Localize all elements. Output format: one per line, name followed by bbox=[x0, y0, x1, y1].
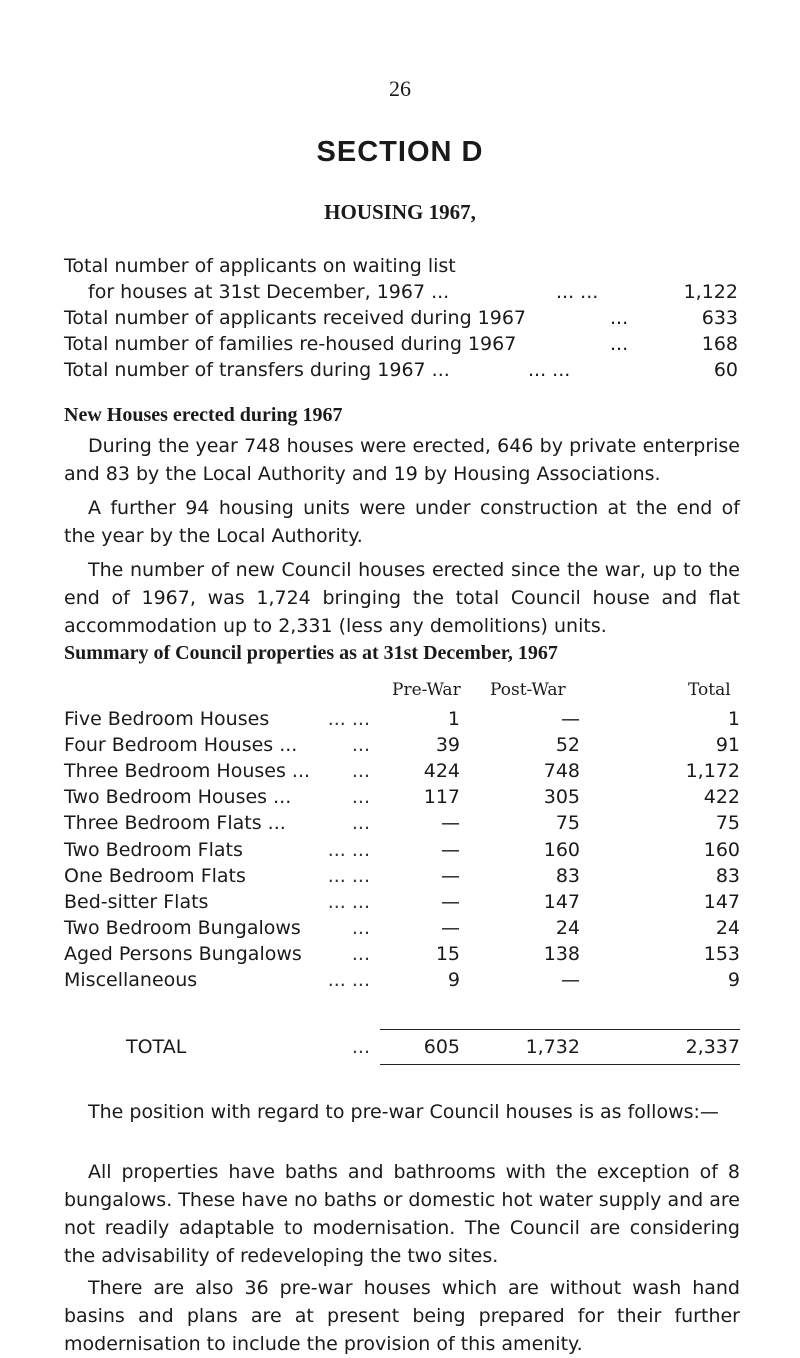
row-post-war: 138 bbox=[543, 943, 580, 965]
closing-paragraph: There are also 36 pre-war houses which are without wash hand basins and plans are at present being prepared for their further modernisation to include the provision of this amenity. bbox=[64, 1277, 740, 1355]
row-dots: ... ... bbox=[327, 969, 370, 991]
total-total: 2,337 bbox=[685, 1036, 740, 1058]
row-post-war: 160 bbox=[543, 839, 580, 861]
row-total: 83 bbox=[715, 865, 740, 887]
column-header-total: Total bbox=[688, 680, 731, 700]
row-pre-war: — bbox=[441, 812, 460, 834]
stat-label: Total number of applicants on waiting list bbox=[64, 255, 456, 277]
row-label: Two Bedroom Houses ... bbox=[64, 786, 292, 808]
row-post-war: 83 bbox=[555, 865, 580, 887]
row-dots: ... bbox=[351, 760, 370, 782]
row-total: 147 bbox=[703, 891, 740, 913]
row-label: One Bedroom Flats bbox=[64, 865, 246, 887]
row-post-war: 24 bbox=[555, 917, 580, 939]
row-total: 24 bbox=[715, 917, 740, 939]
stat-dots: ... bbox=[610, 333, 629, 355]
stat-label: Total number of applicants received during 1967 bbox=[64, 307, 527, 329]
row-dots: ... ... bbox=[327, 865, 370, 887]
row-pre-war: — bbox=[441, 839, 460, 861]
stat-label: Total number of transfers during 1967 ... bbox=[64, 359, 450, 381]
row-label: Aged Persons Bungalows bbox=[64, 943, 302, 965]
row-pre-war: 424 bbox=[423, 760, 460, 782]
row-pre-war: 39 bbox=[435, 734, 460, 756]
row-pre-war: 9 bbox=[447, 969, 460, 991]
new-houses-paragraph: During the year 748 houses were erected, 646 by private enterprise and 83 by the Local Authority and 19 by Housing Associations. bbox=[64, 435, 740, 485]
closing-paragraph: All properties have baths and bathrooms with the exception of 8 bungalows. These have no baths or domestic hot water supply and are not readily adaptable to modernisation. The Council are considering the advisability of redeveloping the two sites. bbox=[64, 1161, 740, 1267]
row-label: Bed-sitter Flats bbox=[64, 891, 209, 913]
total-post-war: 1,732 bbox=[525, 1036, 580, 1058]
row-label: Two Bedroom Flats bbox=[64, 839, 243, 861]
row-label: Five Bedroom Houses bbox=[64, 708, 270, 730]
row-total: 9 bbox=[727, 969, 740, 991]
stat-value: 633 bbox=[701, 307, 738, 329]
page-subtitle: HOUSING 1967, bbox=[324, 200, 476, 224]
row-total: 1,172 bbox=[685, 760, 740, 782]
column-header-pre-war: Pre-War bbox=[392, 680, 461, 700]
closing-paragraph: The position with regard to pre-war Council houses is as follows:— bbox=[88, 1101, 719, 1123]
row-dots: ... ... bbox=[327, 839, 370, 861]
row-post-war: — bbox=[561, 708, 580, 730]
total-pre-war: 605 bbox=[423, 1036, 460, 1058]
row-pre-war: 1 bbox=[447, 708, 460, 730]
row-dots: ... bbox=[351, 786, 370, 808]
new-houses-heading: New Houses erected during 1967 bbox=[64, 404, 343, 426]
row-dots: ... bbox=[351, 734, 370, 756]
row-total: 91 bbox=[715, 734, 740, 756]
row-label: Three Bedroom Flats ... bbox=[64, 812, 286, 834]
stat-value: 1,122 bbox=[683, 281, 738, 303]
row-pre-war: — bbox=[441, 865, 460, 887]
stat-label: Total number of families re-housed during 1967 bbox=[64, 333, 517, 355]
total-rule-top bbox=[380, 1029, 740, 1030]
total-dots: ... bbox=[351, 1036, 370, 1058]
row-pre-war: — bbox=[441, 917, 460, 939]
row-dots: ... bbox=[351, 812, 370, 834]
row-label: Miscellaneous bbox=[64, 969, 198, 991]
row-total: 75 bbox=[715, 812, 740, 834]
summary-heading: Summary of Council properties as at 31st December, 1967 bbox=[64, 642, 558, 664]
new-houses-paragraph: A further 94 housing units were under construction at the end of the year by the Local Authority. bbox=[64, 497, 740, 547]
total-rule-bottom bbox=[380, 1064, 740, 1065]
row-post-war: 75 bbox=[555, 812, 580, 834]
total-label: TOTAL bbox=[126, 1036, 187, 1058]
page-number: 26 bbox=[389, 76, 411, 101]
column-header-post-war: Post-War bbox=[490, 680, 566, 700]
stat-value: 60 bbox=[713, 359, 738, 381]
row-dots: ... ... bbox=[327, 708, 370, 730]
stat-dots: ... ... bbox=[556, 281, 599, 303]
row-label: Three Bedroom Houses ... bbox=[64, 760, 311, 782]
row-dots: ... bbox=[351, 917, 370, 939]
row-pre-war: 117 bbox=[423, 786, 460, 808]
stat-label: for houses at 31st December, 1967 ... bbox=[88, 281, 450, 303]
row-post-war: 305 bbox=[543, 786, 580, 808]
row-dots: ... bbox=[351, 943, 370, 965]
row-label: Four Bedroom Houses ... bbox=[64, 734, 298, 756]
row-post-war: 52 bbox=[555, 734, 580, 756]
new-houses-paragraph: The number of new Council houses erected since the war, up to the end of 1967, was 1,724 bringing the total Council house and flat accommodation up to 2,331 (less any demolitions) units. bbox=[64, 559, 740, 637]
row-dots: ... ... bbox=[327, 891, 370, 913]
stat-value: 168 bbox=[701, 333, 738, 355]
row-total: 160 bbox=[703, 839, 740, 861]
row-post-war: 748 bbox=[543, 760, 580, 782]
row-pre-war: 15 bbox=[435, 943, 460, 965]
row-total: 422 bbox=[703, 786, 740, 808]
row-total: 153 bbox=[703, 943, 740, 965]
row-post-war: 147 bbox=[543, 891, 580, 913]
stat-dots: ... bbox=[610, 307, 629, 329]
row-total: 1 bbox=[727, 708, 740, 730]
stat-dots: ... ... bbox=[528, 359, 571, 381]
row-post-war: — bbox=[561, 969, 580, 991]
row-pre-war: — bbox=[441, 891, 460, 913]
row-label: Two Bedroom Bungalows bbox=[64, 917, 301, 939]
section-title: SECTION D bbox=[316, 136, 484, 168]
